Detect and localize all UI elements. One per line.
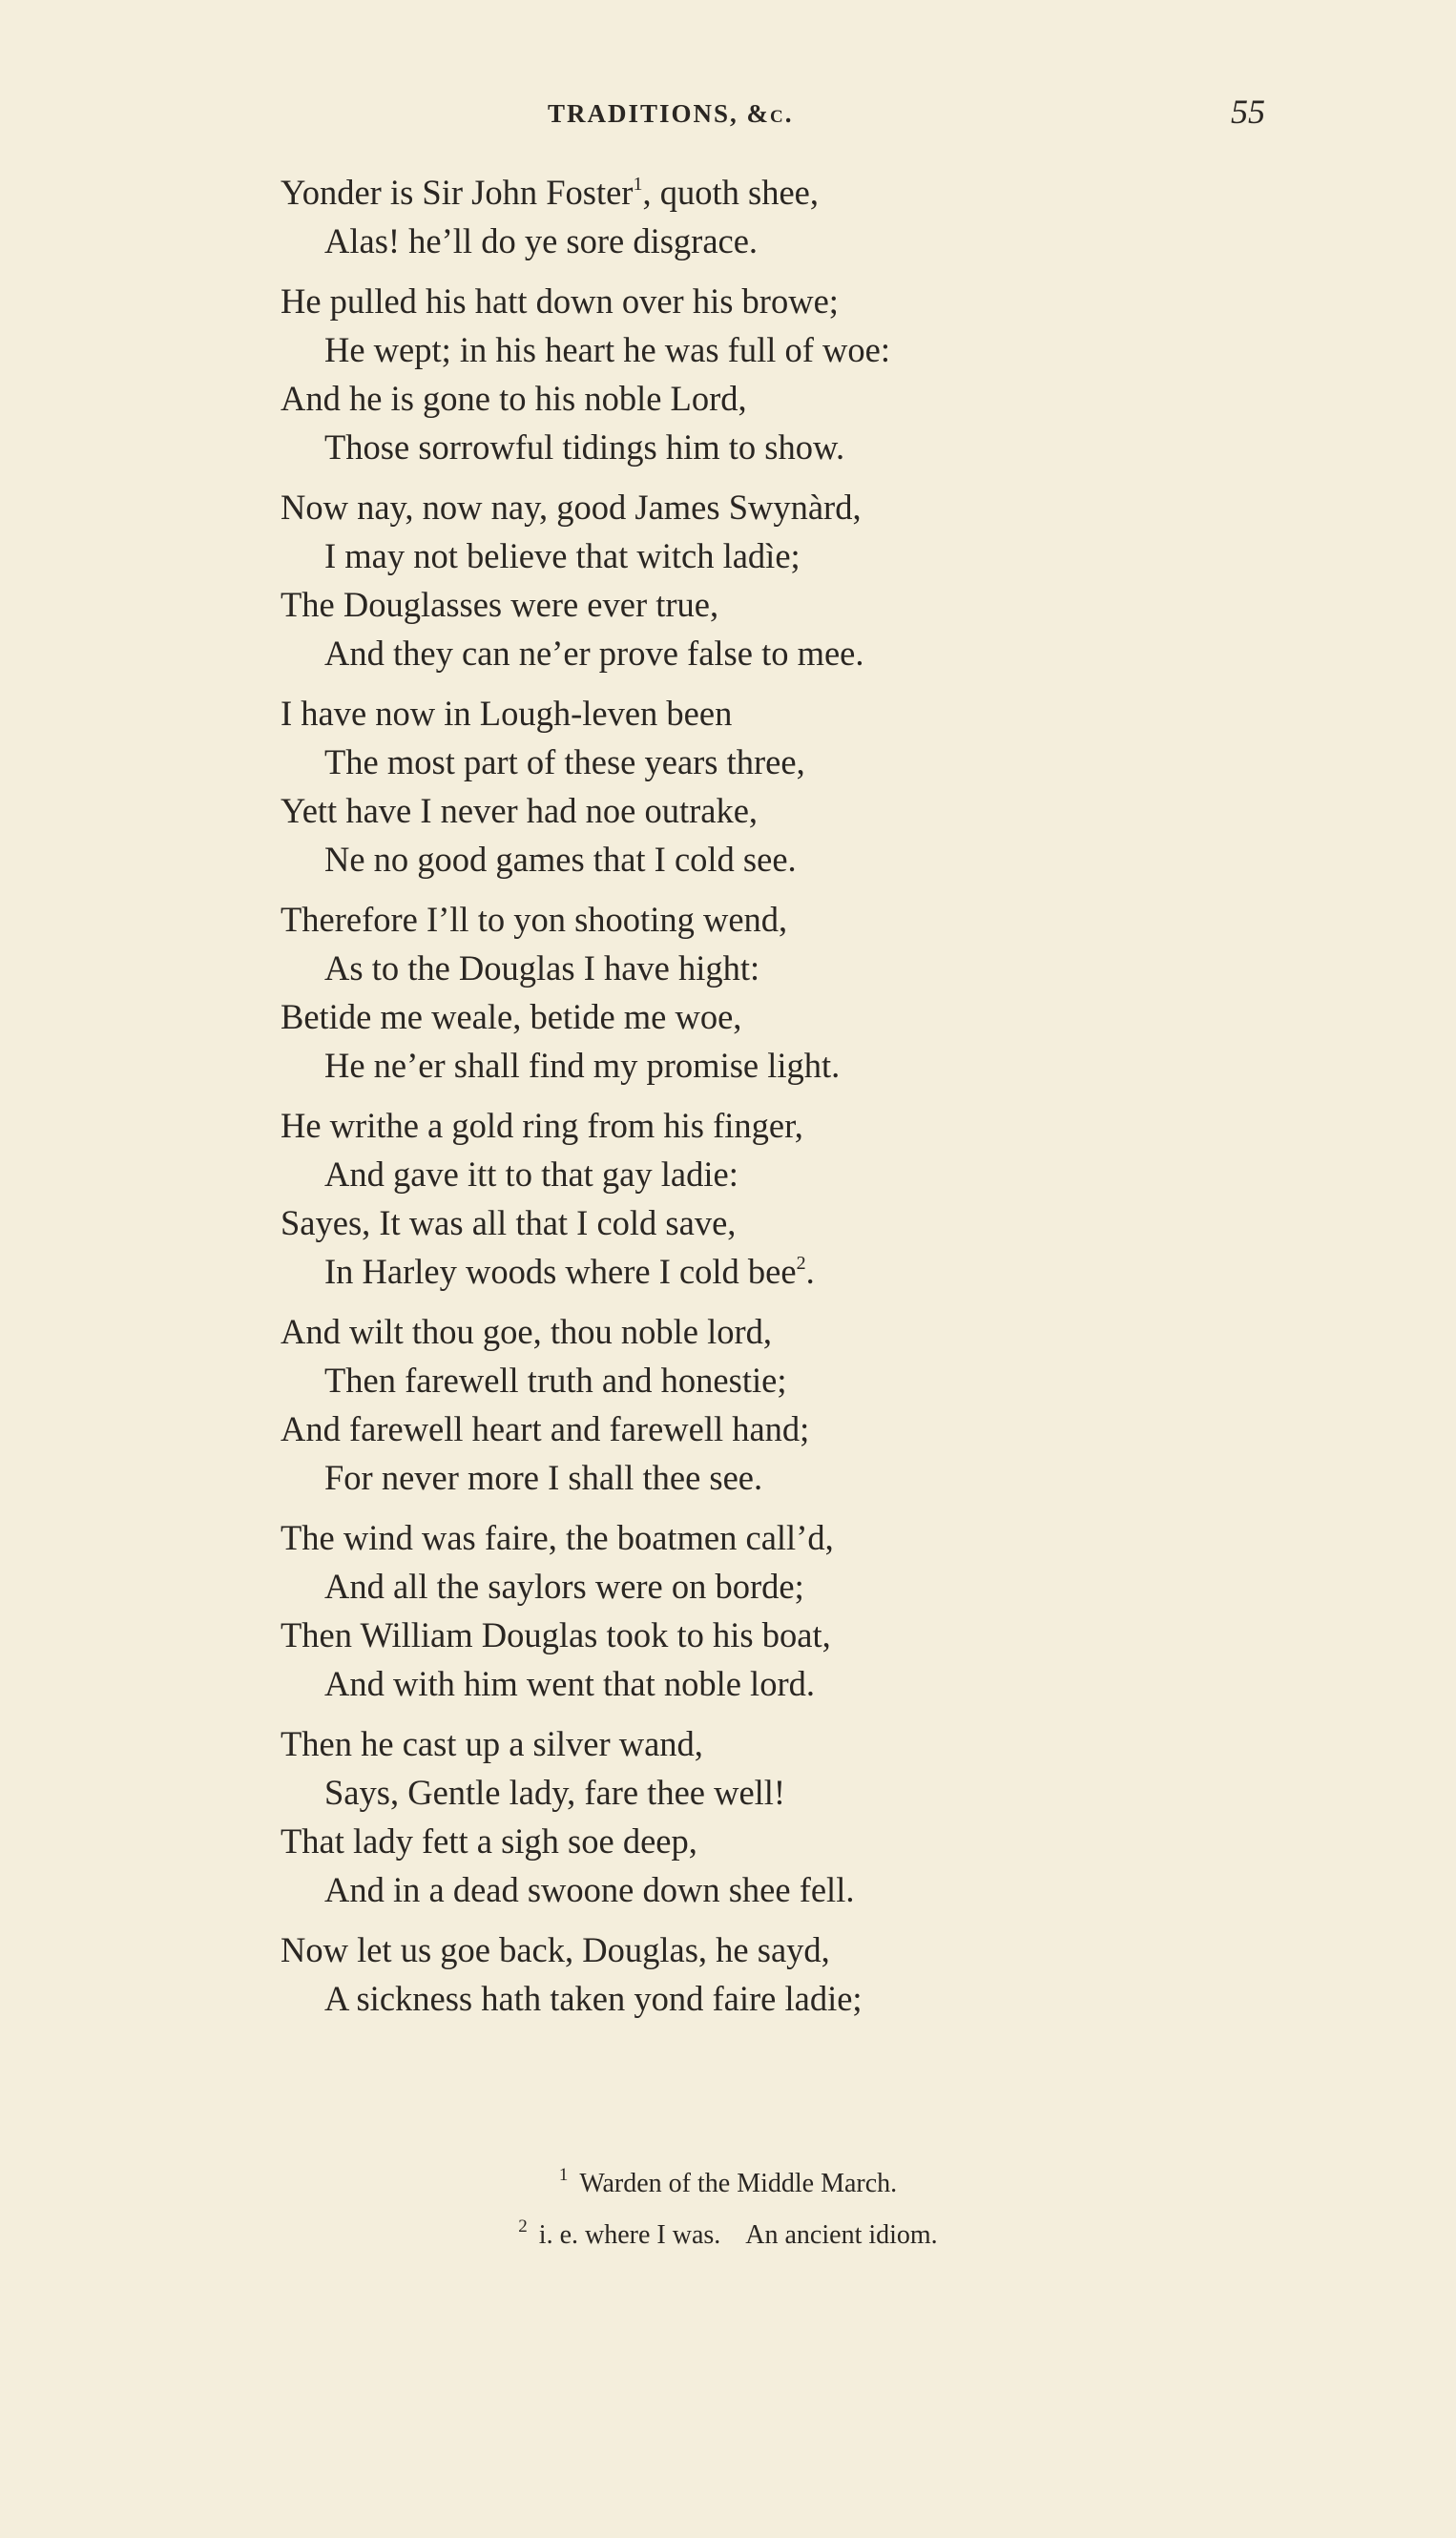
footnote-mark: 2 [518, 2216, 528, 2236]
verse-line: Says, Gentle lady, fare thee well! [324, 1773, 786, 1812]
stanza [281, 1925, 1235, 2023]
footnote-mark: 1 [558, 2165, 569, 2185]
verse-line: And farewell heart and farewell hand; [281, 1409, 810, 1448]
verse-line: He ne’er shall find my promise light. [324, 1046, 841, 1085]
verse-line: Therefore I’ll to yon shooting wend, [281, 900, 788, 939]
footnote [0, 2210, 1456, 2261]
verse-line [281, 1247, 1235, 1296]
verse-line: Then William Douglas took to his boat, [281, 1615, 831, 1654]
verse-line: Now let us goe back, Douglas, he sayd, [281, 1930, 830, 1969]
footnote-text: i. e. where I was. [538, 2220, 721, 2250]
verse-line: He pulled his hatt down over his browe; [281, 281, 839, 321]
stanza [281, 895, 1235, 1090]
verse-line: Those sorrowful tidings him to show. [324, 427, 845, 467]
verse-line: And wilt thou goe, thou noble lord, [281, 1312, 773, 1351]
running-title: TRADITIONS, &c. [548, 99, 794, 128]
verse-line: Alas! he’ll do ye sore disgrace. [324, 221, 759, 260]
verse-line: For never more I shall thee see. [324, 1458, 763, 1497]
verse-line: Yett have I never had noe outrake, [281, 791, 759, 830]
stanza [281, 1101, 1235, 1296]
verse-line: I may not believe that witch ladìe; [324, 536, 801, 575]
verse-line: And gave itt to that gay ladie: [324, 1155, 738, 1194]
verse-line: And they can ne’er prove false to mee. [324, 634, 864, 673]
page-number: 55 [1231, 93, 1265, 131]
verse-line: A sickness hath taken yond faire ladie; [324, 1979, 863, 2018]
verse-line: Betide me weale, betide me woe, [281, 997, 742, 1036]
footnote-text: An ancient idiom. [745, 2220, 938, 2250]
verse-line: And in a dead swoone down shee fell. [324, 1870, 855, 1909]
verse-line: Now nay, now nay, good James Swynàrd, [281, 488, 862, 527]
verse-line: Then farewell truth and honestie; [324, 1361, 787, 1400]
footnote-ref: 2 [796, 1253, 806, 1274]
poem [281, 168, 1235, 2034]
verse-line: Ne no good games that I cold see. [324, 840, 797, 879]
verse-text: Yonder is Sir John Foster [281, 173, 634, 212]
verse-line [281, 168, 1235, 217]
verse-line: The most part of these years three, [324, 742, 805, 781]
verse-line: And with him went that noble lord. [324, 1664, 815, 1703]
stanza [281, 1719, 1235, 1914]
verse-line: That lady fett a sigh soe deep, [281, 1821, 697, 1861]
verse-text: . [805, 1252, 815, 1291]
page-header [0, 92, 1456, 139]
verse-line: Then he cast up a silver wand, [281, 1724, 703, 1763]
footnote-ref: 1 [633, 174, 643, 195]
footnote [0, 2158, 1456, 2210]
verse-line: He wept; in his heart he was full of woe: [324, 330, 890, 369]
footnote-text: Warden of the Middle March. [579, 2169, 898, 2198]
stanza [281, 1513, 1235, 1708]
footnotes [0, 2158, 1456, 2261]
verse-text: In Harley woods where I cold bee [324, 1252, 797, 1291]
verse-line: As to the Douglas I have hight: [324, 948, 760, 988]
verse-line: Sayes, It was all that I cold save, [281, 1203, 737, 1242]
verse-text: , quoth shee, [642, 173, 819, 212]
verse-line: And all the saylors were on borde; [324, 1567, 804, 1606]
stanza [281, 483, 1235, 677]
verse-line: The wind was faire, the boatmen call’d, [281, 1518, 834, 1557]
stanza [281, 1307, 1235, 1502]
stanza [281, 689, 1235, 884]
verse-line: He writhe a gold ring from his finger, [281, 1106, 803, 1145]
verse-line: I have now in Lough-leven been [281, 694, 733, 733]
verse-line: The Douglasses were ever true, [281, 585, 719, 624]
verse-line: And he is gone to his noble Lord, [281, 379, 747, 418]
stanza [281, 168, 1235, 265]
stanza [281, 277, 1235, 471]
